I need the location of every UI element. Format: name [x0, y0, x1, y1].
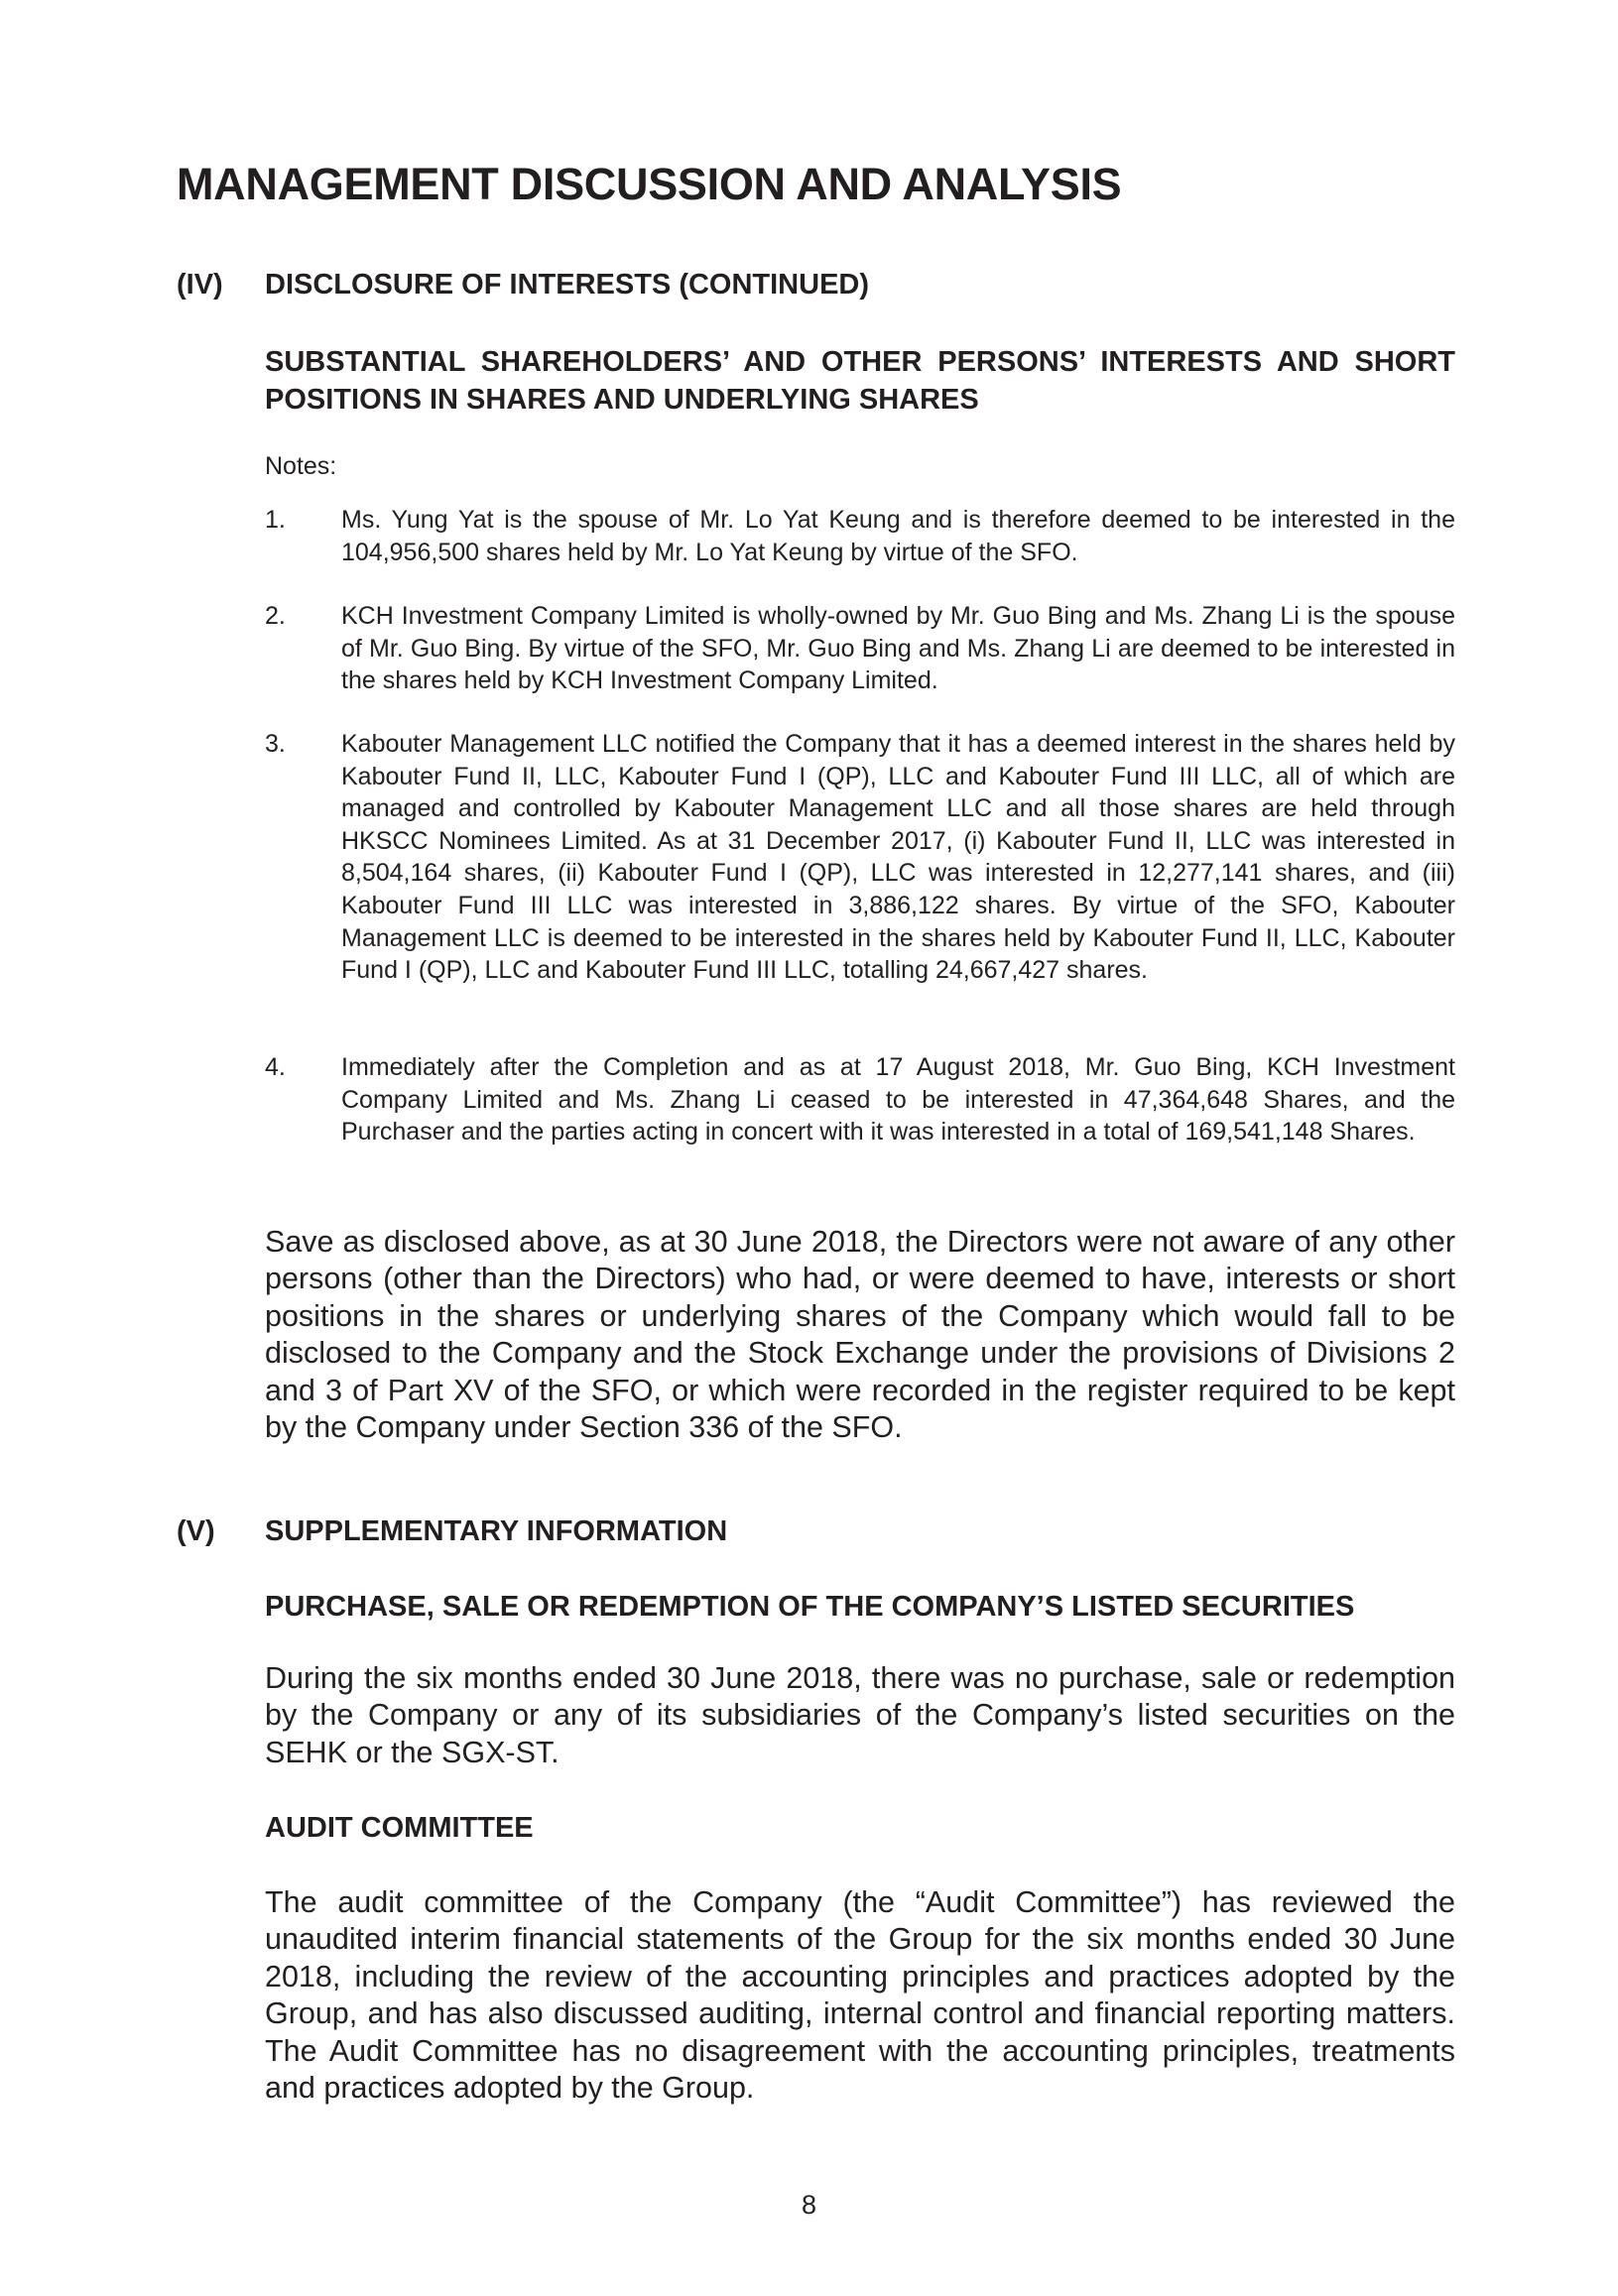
note-item	[265, 1051, 1455, 1148]
note-text: Immediately after the Completion and as at 17 August 2018, Mr. Guo Bing, KCH Investment Company Limited and Ms. Zhang Li ceased to be interested in 47,364,648 Shares, and the Purchaser and the parties acting in concert with it was interested in a total of 169,541,148 Shares.	[341, 1053, 1455, 1147]
section-v-title: SUPPLEMENTARY INFORMATION	[265, 1515, 728, 1547]
note-number: 3.	[265, 730, 286, 758]
notes-label: Notes:	[265, 452, 337, 480]
note-number: 2.	[265, 602, 286, 630]
page-number: 8	[801, 2190, 817, 2220]
note-item	[265, 504, 1455, 568]
note-text: Kabouter Management LLC notified the Company that it has a deemed interest in the shares held by Kabouter Fund II, LLC, Kabouter Fund I (QP), LLC and Kabouter Fund III LLC, all of which are managed and controlled by Kabouter Management LLC and all those shares are held through HKSCC Nominees Limited. As at 31 December 2017, (i) Kabouter Fund II, LLC was interested in 8,504,164 shares, (ii) Kabouter Fund I (QP), LLC was interested in 12,277,141 shares, and (iii) Kabouter Fund III LLC was interested in 3,886,122 shares. By virtue of the SFO, Kabouter Management LLC is deemed to be interested in the shares held by Kabouter Fund II, LLC, Kabouter Fund I (QP), LLC and Kabouter Fund III LLC, totalling 24,667,427 shares.	[341, 730, 1455, 985]
note-item	[265, 728, 1455, 987]
section-iv-number: (IV)	[177, 269, 223, 301]
section-v-heading	[177, 1515, 727, 1548]
section-v-number: (V)	[177, 1515, 215, 1547]
purchase-sale-paragraph: During the six months ended 30 June 2018, there was no purchase, sale or redemption by the Company or any of its subsidiaries of the Company’s listed securities on the SEHK or the SGX-ST.	[265, 1661, 1455, 1769]
section-iv-title: DISCLOSURE OF INTERESTS (CONTINUED)	[265, 269, 870, 301]
note-number: 1.	[265, 506, 286, 534]
note-number: 4.	[265, 1053, 286, 1081]
note-item	[265, 600, 1455, 697]
substantial-shareholders-heading: SUBSTANTIAL SHAREHOLDERS’ AND OTHER PERSONS’ INTERESTS AND SHORT POSITIONS IN SHARES AND UNDERLYING SHARES	[265, 346, 1455, 416]
audit-committee-paragraph: The audit committee of the Company (the “Audit Committee”) has reviewed the unaudited interim financial statements of the Group for the six months ended 30 June 2018, including the review of the accounting principles and practices adopted by the Group, and has also discussed auditing, internal control and financial reporting matters. The Audit Committee has no disagreement with the accounting principles, treatments and practices adopted by the Group.	[265, 1885, 1455, 2106]
note-text: KCH Investment Company Limited is wholly-owned by Mr. Guo Bing and Ms. Zhang Li is the spouse of Mr. Guo Bing. By virtue of the SFO, Mr. Guo Bing and Ms. Zhang Li are deemed to be interested in the shares held by KCH Investment Company Limited.	[341, 602, 1455, 695]
purchase-sale-heading: PURCHASE, SALE OR REDEMPTION OF THE COMPANY’S LISTED SECURITIES	[265, 1591, 1355, 1623]
disclosure-closing-paragraph: Save as disclosed above, as at 30 June 2018, the Directors were not aware of any other persons (other than the Directors) who had, or were deemed to have, interests or short positions in the shares or underlying shares of the Company which would fall to be disclosed to the Company and the Stock Exchange under the provisions of Divisions 2 and 3 of Part XV of the SFO, or which were recorded in the register required to be kept by the Company under Section 336 of the SFO.	[265, 1225, 1455, 1445]
page-title: MANAGEMENT DISCUSSION AND ANALYSIS	[177, 159, 1122, 209]
audit-committee-heading: AUDIT COMMITTEE	[265, 1812, 534, 1844]
section-iv-heading	[177, 269, 869, 302]
note-text: Ms. Yung Yat is the spouse of Mr. Lo Yat Keung and is therefore deemed to be interested in the 104,956,500 shares held by Mr. Lo Yat Keung by virtue of the SFO.	[341, 506, 1455, 566]
